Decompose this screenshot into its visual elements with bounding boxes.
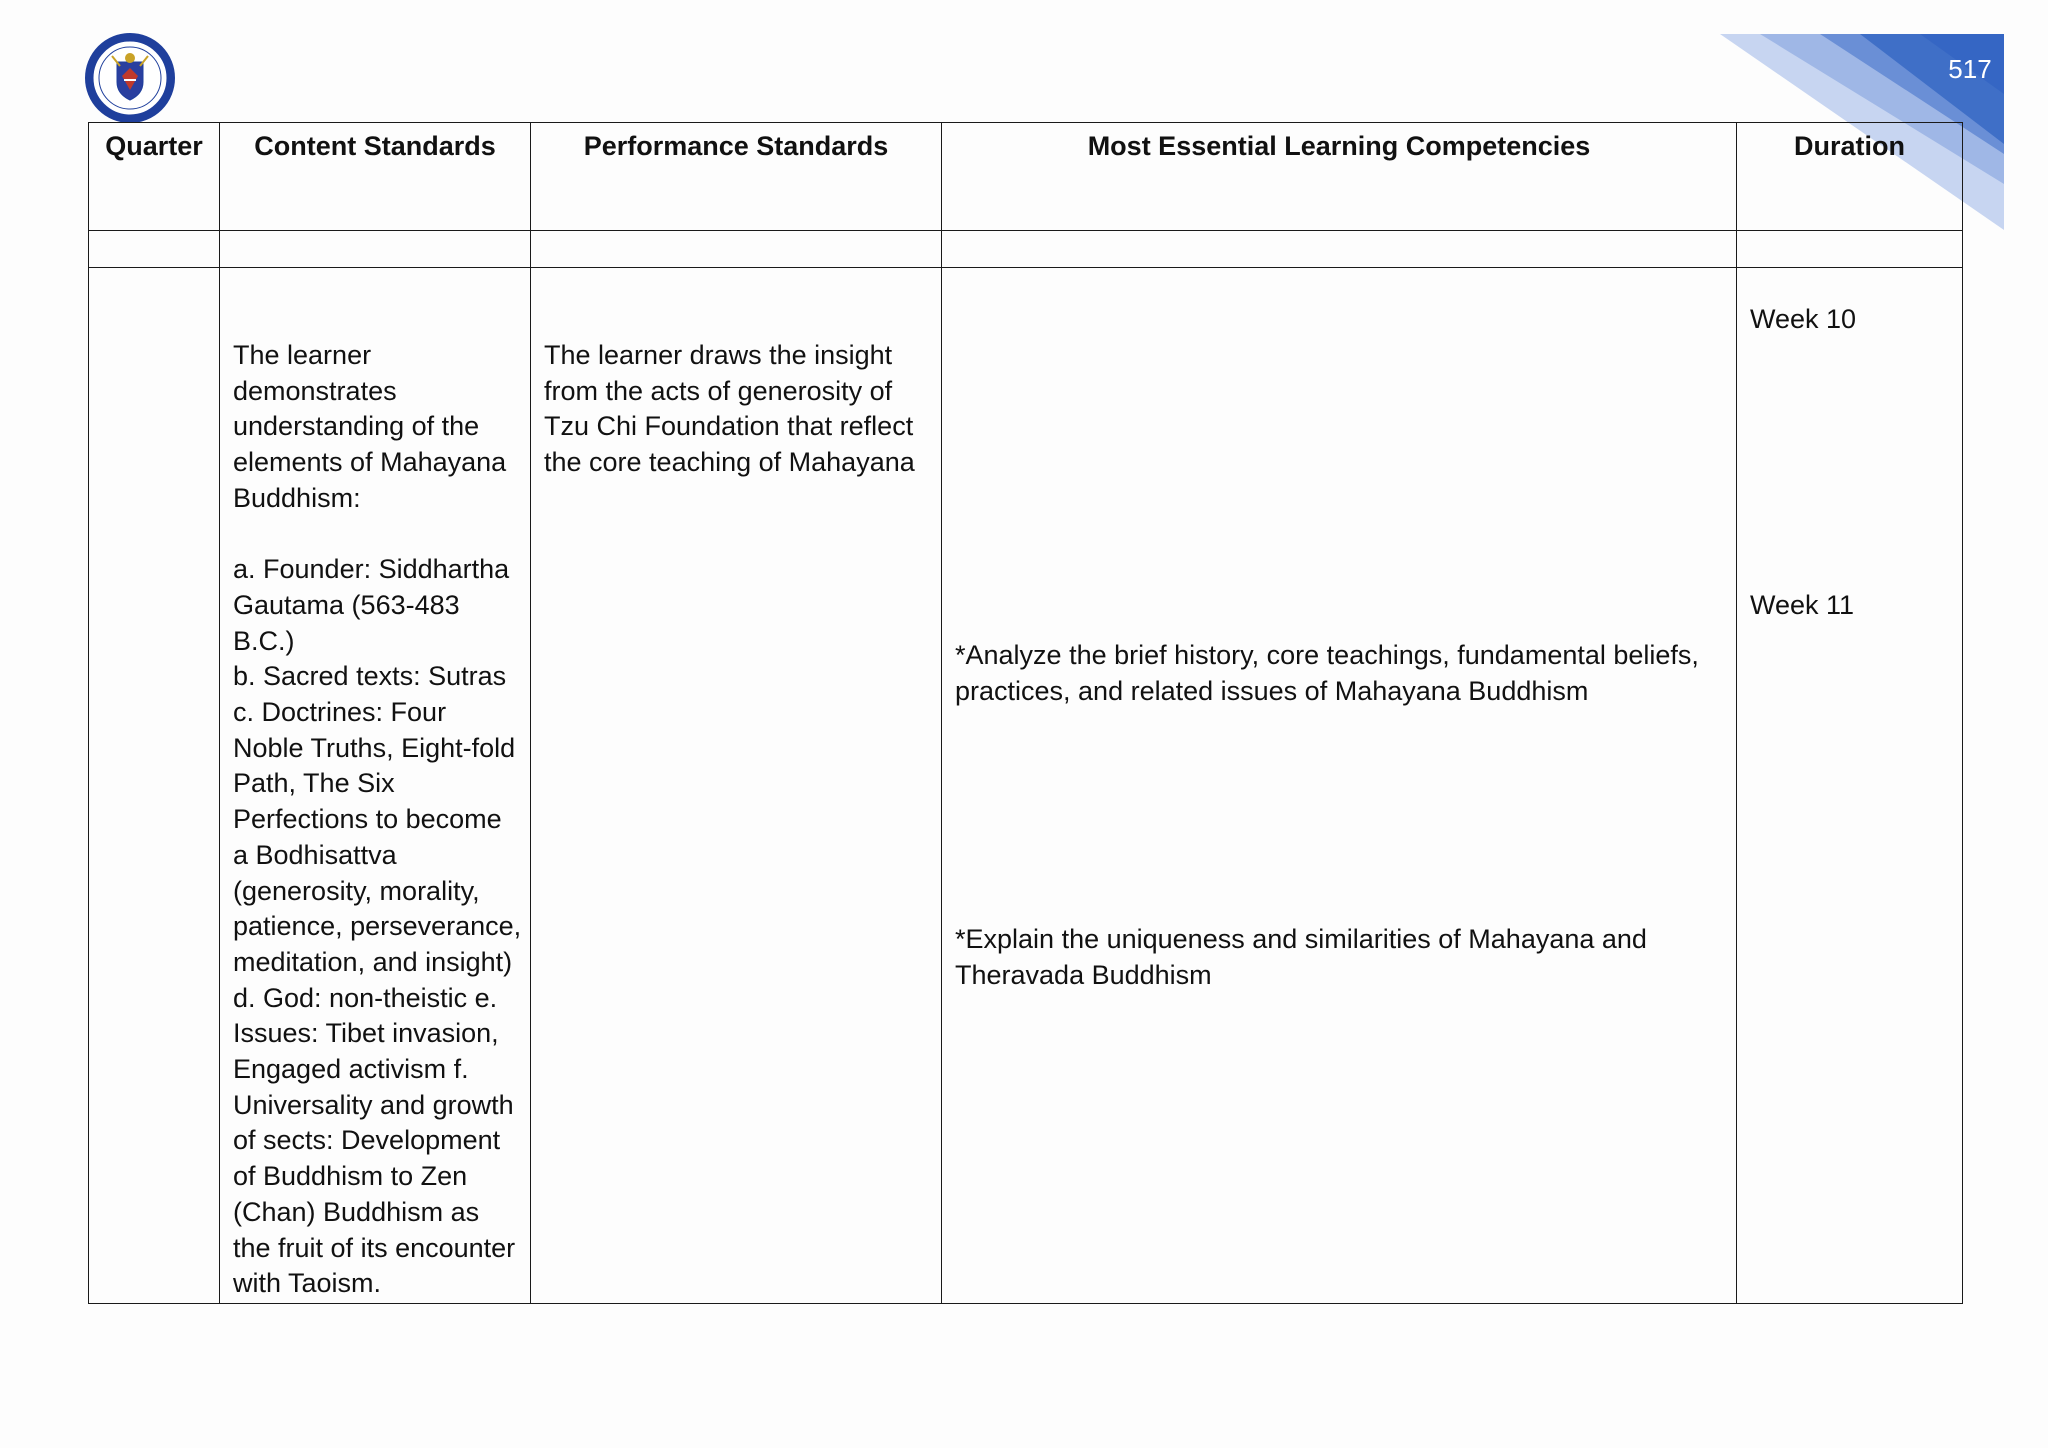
- table-row: [89, 268, 1963, 1304]
- performance-standards-cell: [531, 268, 942, 1304]
- spacer-cell: [89, 231, 220, 268]
- competency-item: *Analyze the brief history, core teachings, fundamental beliefs, practices, and related issues of Mahayana Buddhism: [955, 640, 1699, 706]
- content-standards-text: The learner demonstrates understanding of the elements of Mahayana Buddhism: a. Founder: Siddhartha Gautama (563-483 B.C.) b. Sacred texts: Sutras c. Doctrines: Four Noble Truths, Eight-fold Path, The Six Perfections to become a Bodhisattva (generosity, morality, patience, perseverance, meditation, and insight) d. God: non-theistic e. Issues: Tibet invasion, Engaged activism f. Universality and growth of sects: Development of Buddhism to Zen (Chan) Buddhism as the fruit of its encounter with Taoism.: [233, 340, 522, 1299]
- spacer-cell: [220, 231, 531, 268]
- content-standards-cell: [220, 268, 531, 1304]
- header-performance-standards: Performance Standards: [531, 123, 942, 231]
- duration-cell: [1737, 268, 1963, 1304]
- header-learning-competencies: Most Essential Learning Competencies: [942, 123, 1737, 231]
- spacer-cell: [942, 231, 1737, 268]
- header-quarter: Quarter: [89, 123, 220, 231]
- spacer-cell: [531, 231, 942, 268]
- duration-week: Week 10: [1750, 304, 1857, 334]
- quarter-cell: [89, 268, 220, 1304]
- learning-competencies-cell: [942, 268, 1737, 1304]
- spacer-row: [89, 231, 1963, 268]
- curriculum-table: [88, 122, 1963, 1304]
- competency-item: *Explain the uniqueness and similarities of Mahayana and Theravada Buddhism: [955, 924, 1647, 991]
- duration-week: Week 11: [1750, 589, 1855, 620]
- performance-standards-text: The learner draws the insight from the acts of generosity of Tzu Chi Foundation that reflect the core teaching of Mahayana: [544, 340, 915, 478]
- header-content-standards: Content Standards: [220, 123, 531, 231]
- header-duration: Duration: [1737, 123, 1963, 231]
- deped-seal-logo: [84, 32, 176, 124]
- page-number: 517: [1948, 54, 1992, 84]
- header-row: [89, 123, 1963, 231]
- spacer-cell: [1737, 231, 1963, 268]
